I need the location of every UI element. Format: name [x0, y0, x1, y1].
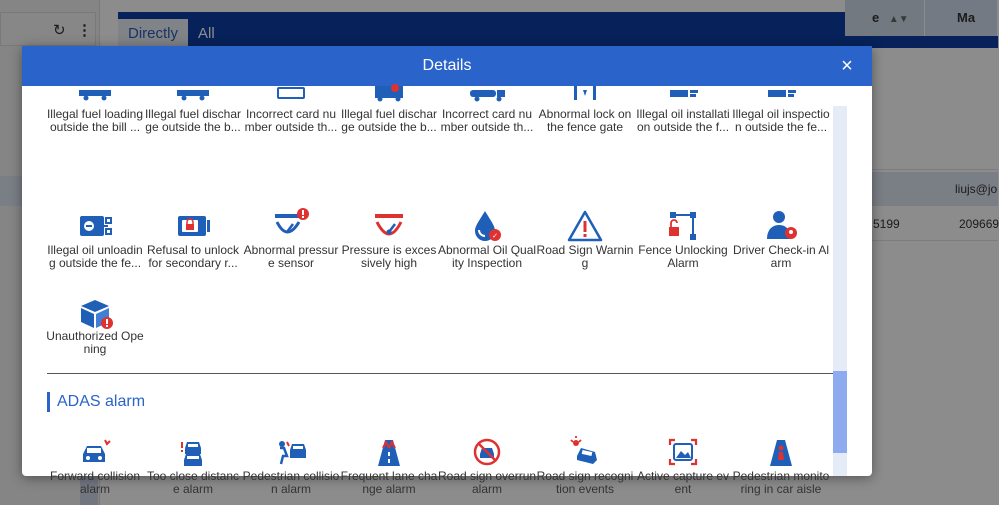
section-divider [47, 373, 833, 374]
alarm-item[interactable] [536, 434, 634, 496]
alarm-item-label: Pedestrian collisio [242, 469, 340, 483]
alarm-item[interactable] [46, 434, 144, 496]
table-header-cell-next[interactable]: Ma [925, 0, 998, 36]
alarm-item-label: Active capture ev [636, 469, 730, 483]
alarm-item[interactable] [46, 208, 144, 270]
alarm-item[interactable] [144, 72, 242, 134]
road-sign-overrun-icon [467, 434, 507, 470]
alarm-item-label: alarm [79, 481, 110, 496]
fence-unlock-icon [663, 208, 703, 244]
alarm-item[interactable] [46, 294, 144, 356]
alarm-item[interactable] [242, 208, 340, 270]
details-modal [22, 46, 872, 496]
alarm-item-label: Abnormal Oil Qual [438, 243, 537, 257]
alarm-item-label: n outside the fe... [734, 119, 828, 134]
close-distance-icon [173, 434, 213, 470]
alarm-item-label: ge outside the b... [145, 119, 241, 134]
alarm-item-label: Frequent lane cha [340, 469, 438, 483]
alarm-item[interactable] [340, 208, 438, 270]
alarm-item-label: n alarm [270, 481, 311, 496]
sort-icon[interactable]: ▲▼ [888, 14, 909, 25]
pedestrian-aisle-icon [761, 434, 801, 470]
table-cell: 5199 [873, 217, 900, 231]
pedestrian-collision-icon [271, 434, 311, 470]
alarm-item[interactable] [438, 208, 536, 270]
alarm-item-label: Illegal fuel dischar [144, 107, 242, 121]
fuel-truck-icon [173, 72, 213, 108]
alarm-item[interactable] [732, 434, 830, 496]
alarm-item[interactable] [242, 434, 340, 496]
road-sign-recognition-icon [565, 434, 605, 470]
alarm-item-label: ity Inspection [451, 255, 523, 270]
alarm-item-label: Incorrect card nu [441, 107, 533, 121]
alarm-item-label: Illegal fuel loading [46, 107, 144, 121]
fuel-truck-icon [369, 72, 409, 108]
alarm-item-label: mber outside th... [440, 119, 534, 134]
more-vertical-icon[interactable]: ⋮ [77, 22, 92, 39]
modal-title: Details [422, 57, 472, 74]
alarm-item[interactable] [634, 208, 732, 270]
alarm-item[interactable] [144, 208, 242, 270]
modal-scrollbar-thumb[interactable] [833, 371, 847, 453]
pressure-gauge-icon [369, 208, 409, 244]
table-header-label: e [872, 10, 880, 25]
fuel-truck-icon [75, 72, 115, 108]
pressure-sensor-alert-icon [271, 208, 311, 244]
alarm-item-label: outside the bill ... [49, 119, 141, 134]
refresh-icon[interactable]: ↻ [53, 22, 66, 39]
oil-drop-inspection-icon [467, 208, 507, 244]
alarm-item-label: Illegal oil inspectio [732, 107, 830, 121]
alarm-item-label: Abnormal pressur [243, 243, 339, 257]
oil-unload-icon [75, 208, 115, 244]
alarm-item-label: tion events [555, 481, 615, 496]
alarm-item-label: g outside the fe... [48, 255, 142, 270]
lock-refusal-icon [173, 208, 213, 244]
lane-change-icon [369, 434, 409, 470]
alarm-item[interactable] [732, 208, 830, 270]
modal-scrollbar[interactable] [833, 106, 847, 476]
warning-triangle-icon [565, 208, 605, 244]
table-cell: 209669 [959, 217, 999, 231]
alarm-item-label: Forward collision [49, 469, 141, 483]
alarm-item[interactable] [634, 434, 732, 496]
alarm-item-label: Fence Unlocking [638, 243, 728, 257]
alarm-item-label: Too close distanc [146, 469, 240, 483]
alarm-item-label: g [581, 255, 589, 270]
alarm-item-label: Unauthorized Ope [46, 329, 144, 343]
svg-text:✓: ✓ [492, 232, 498, 240]
alarm-item-label: ring in car aisle [740, 481, 822, 496]
alarm-item-label: e alarm [172, 481, 213, 496]
alarm-item[interactable] [732, 72, 830, 134]
tanker-truck-icon [467, 72, 507, 108]
alarm-item-label: e sensor [267, 255, 315, 270]
alarm-item-label: ning [83, 341, 107, 356]
tab-directly[interactable]: Directly [118, 19, 188, 48]
alarm-item-label: alarm [471, 481, 502, 496]
alarm-item-label: Illegal fuel dischar [340, 107, 438, 121]
alarm-item[interactable] [340, 72, 438, 134]
oil-inspection-icon [761, 72, 801, 108]
section-title-adas: ADAS alarm [47, 392, 145, 412]
alarm-item[interactable] [144, 434, 242, 496]
active-capture-icon [663, 434, 703, 470]
alarm-item[interactable] [634, 72, 732, 134]
alarm-item-label: ge outside the b... [341, 119, 437, 134]
alarm-item-label: Illegal oil installati [636, 107, 730, 121]
card-reader-icon [271, 72, 311, 108]
table-cell: liujs@jo [955, 182, 998, 196]
alarm-item-label: ent [674, 481, 692, 496]
alarm-item[interactable] [242, 72, 340, 134]
driver-checkin-icon [761, 208, 801, 244]
oil-install-icon [663, 72, 703, 108]
alarm-item-label: Refusal to unlock [146, 243, 240, 257]
alarm-item-label: Driver Check-in Al [732, 243, 830, 257]
alarm-item-label: Incorrect card nu [245, 107, 337, 121]
alarm-item-label: Illegal oil unloadin [47, 243, 143, 257]
alarm-item-label: Alarm [667, 255, 699, 270]
fence-lock-icon [565, 72, 605, 108]
alarm-item-label: arm [770, 255, 792, 270]
alarm-item[interactable] [438, 434, 536, 496]
alarm-item[interactable] [46, 72, 144, 134]
alarm-item[interactable] [536, 72, 634, 134]
box-open-alert-icon [75, 294, 115, 330]
alarm-item-label: Pedestrian monito [732, 469, 830, 483]
forward-collision-icon [75, 434, 115, 470]
alarm-item-label: nge alarm [362, 481, 416, 496]
alarm-item-label: on outside the f... [636, 119, 730, 134]
close-icon[interactable]: × [841, 55, 853, 77]
alarm-item-label: for secondary r... [148, 255, 238, 270]
alarm-item-label: mber outside th... [244, 119, 338, 134]
alarm-item-label: Road Sign Warnin [536, 243, 634, 257]
alarm-item-label: Pressure is exces [341, 243, 437, 257]
tab-all[interactable]: All [198, 25, 215, 42]
alarm-item-label: Road sign overrun [438, 469, 537, 483]
modal-body [22, 86, 872, 496]
alarm-item[interactable] [438, 72, 536, 134]
alarm-item[interactable] [536, 208, 634, 270]
alarm-item[interactable] [340, 434, 438, 496]
alarm-item-label: Road sign recogni [536, 469, 634, 483]
alarm-item-label: Abnormal lock on [538, 107, 632, 121]
alarm-item-label: the fence gate [546, 119, 624, 134]
alarm-item-label: sively high [360, 255, 418, 270]
